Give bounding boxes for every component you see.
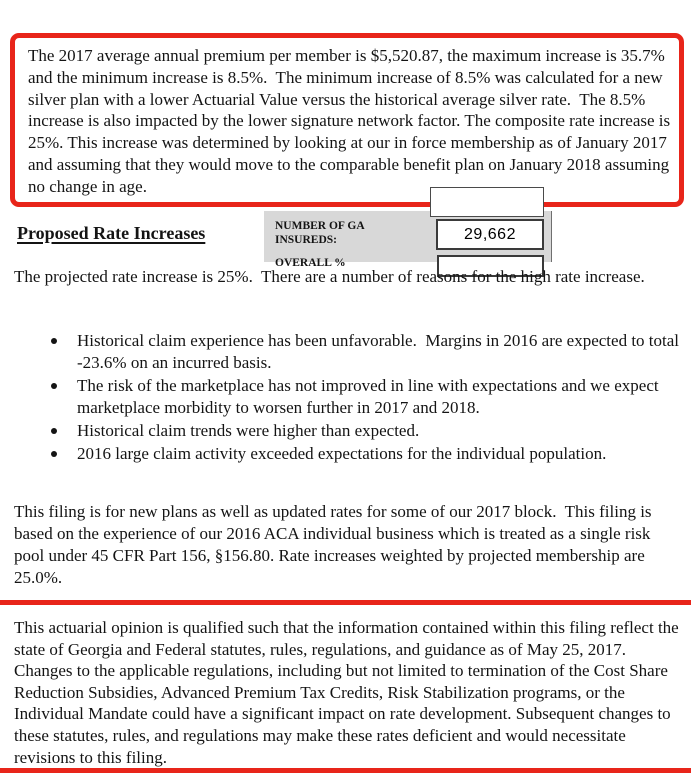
ga-insureds-label: NUMBER OF GA INSUREDS:: [275, 220, 365, 246]
reason-text: Historical claim trends were higher than expected.: [77, 421, 420, 440]
section-heading: Proposed Rate Increases: [17, 223, 206, 243]
intro-paragraph: The projected rate increase is 25%. There are a number of reasons for the high rate increase.: [14, 267, 645, 286]
reason-text: Historical claim experience has been unfavorable. Margins in 2016 are expected to total -23.6% on an incurred basis.: [77, 331, 684, 372]
reason-text: 2016 large claim activity exceeded expectations for the individual population.: [77, 444, 607, 463]
ga-insureds-widget: [264, 211, 552, 269]
top-annotation-box: [10, 33, 684, 207]
bullet-icon: [51, 383, 57, 389]
overall-pct-partial-label: OVERALL %: [275, 257, 346, 269]
reason-text: The risk of the marketplace has not improved in line with expectations and we expect marketplace morbidity to worsen further in 2017 and 2018.: [77, 376, 663, 417]
filing-paragraph: This filing is for new plans as well as updated rates for some of our 2017 block. This filing is based on the experience of our 2016 ACA individual business which is treated as a single risk pool under 45 CFR Part 156, §156.80. Rate increases weighted by projected membership are 25.0%.: [14, 502, 656, 587]
bottom-annotation-box: [0, 600, 691, 773]
reason-item: [77, 420, 683, 442]
bullet-icon: [51, 428, 57, 434]
ga-insureds-value: 29,662: [464, 225, 516, 243]
top-annotation-text: The 2017 average annual premium per member is $5,520.87, the maximum increase is 35.7% and the minimum increase is 8.5%. The minimum increase of 8.5% was calculated for a new silver plan with a lower Actuarial Value versus the historical average silver rate. The 8.5% increase is also impacted by the lower signature network factor. The composite rate increase is 25%. This increase was determined by looking at our in force membership as of January 2017 and assuming that they would move to the comparable benefit plan on January 2018 assuming no change in age.: [28, 46, 675, 196]
reasons-bullet-list: [0, 330, 691, 466]
bullet-icon: [51, 338, 57, 344]
reason-item: [77, 375, 683, 419]
bottom-annotation-text: This actuarial opinion is qualified such that the information contained within this filing reflect the state of Georgia and Federal statutes, rules, regulations, and guidance as of May 25, 2017. Changes to the applicable regulations, including but not limited to termination of the Cost Share Reduction Subsidies, Advanced Premium Tax Credits, Risk Stabilization programs, or the Individual Mandate could have a significant impact on rate development. Subsequent changes to these statutes, rules, and regulations may make these rates deficient and would necessitate revisions to this filing.: [14, 618, 683, 767]
reason-item: [77, 443, 683, 465]
bullet-icon: [51, 451, 57, 457]
cropped-field-above: [430, 187, 544, 217]
ga-insureds-value-field[interactable]: [436, 219, 544, 250]
reason-item: [77, 330, 683, 374]
